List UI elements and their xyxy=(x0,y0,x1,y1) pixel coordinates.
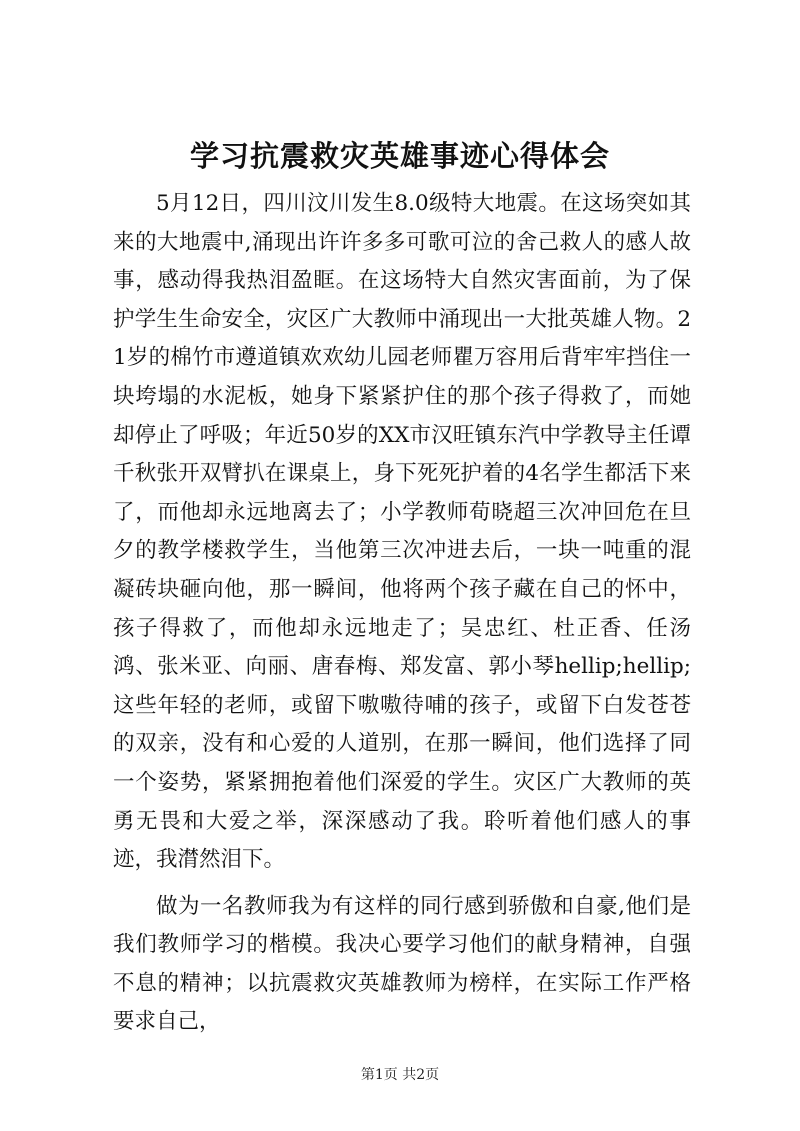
body-paragraph-1: 5月12日，四川汶川发生8.0级特大地震。在这场突如其来的大地震中,涌现出许许多多可歌可泣的舍己救人的感人故事，感动得我热泪盈眶。在这场特大自然灾害面前，为了保护学生生命安全，灾区广大教师中涌现出一大批英雄人物。21岁的棉竹市遵道镇欢欢幼儿园老师瞿万容用后背牢牢挡住一块垮塌的水泥板，她身下紧紧护住的那个孩子得救了，而她却停止了呼吸；年近50岁的XX市汉旺镇东汽中学教导主任谭千秋张开双臂扒在课桌上，身下死死护着的4名学生都活下来了，而他却永远地离去了；小学教师荀晓超三次冲回危在旦夕的教学楼救学生，当他第三次冲进去后，一块一吨重的混凝砖块砸向他，那一瞬间，他将两个孩子藏在自己的怀中，孩子得救了，而他却永远地走了；吴忠红、杜正香、任汤鸿、张米亚、向丽、唐春梅、郑发富、郭小琴hellip;hellip;这些年轻的老师，或留下嗷嗷待哺的孩子，或留下白发苍苍的双亲，没有和心爱的人道别，在那一瞬间，他们选择了同一个姿势，紧紧拥抱着他们深爱的学生。灾区广大教师的英勇无畏和大爱之举，深深感动了我。聆听着他们感人的事迹，我潸然泪下。 xyxy=(113,191,691,873)
page-footer: 第1页 共2页 xyxy=(360,1067,440,1083)
document-title: 学习抗震救灾英雄事迹心得体会 xyxy=(189,139,610,173)
body-paragraph-2: 做为一名教师我为有这样的同行感到骄傲和自豪,他们是我们教师学习的楷模。我决心要学习他们的献身精神，自强不息的精神；以抗震救灾英雄教师为榜样，在实际工作严格要求自己， xyxy=(113,893,691,1035)
document-body xyxy=(113,185,691,1050)
